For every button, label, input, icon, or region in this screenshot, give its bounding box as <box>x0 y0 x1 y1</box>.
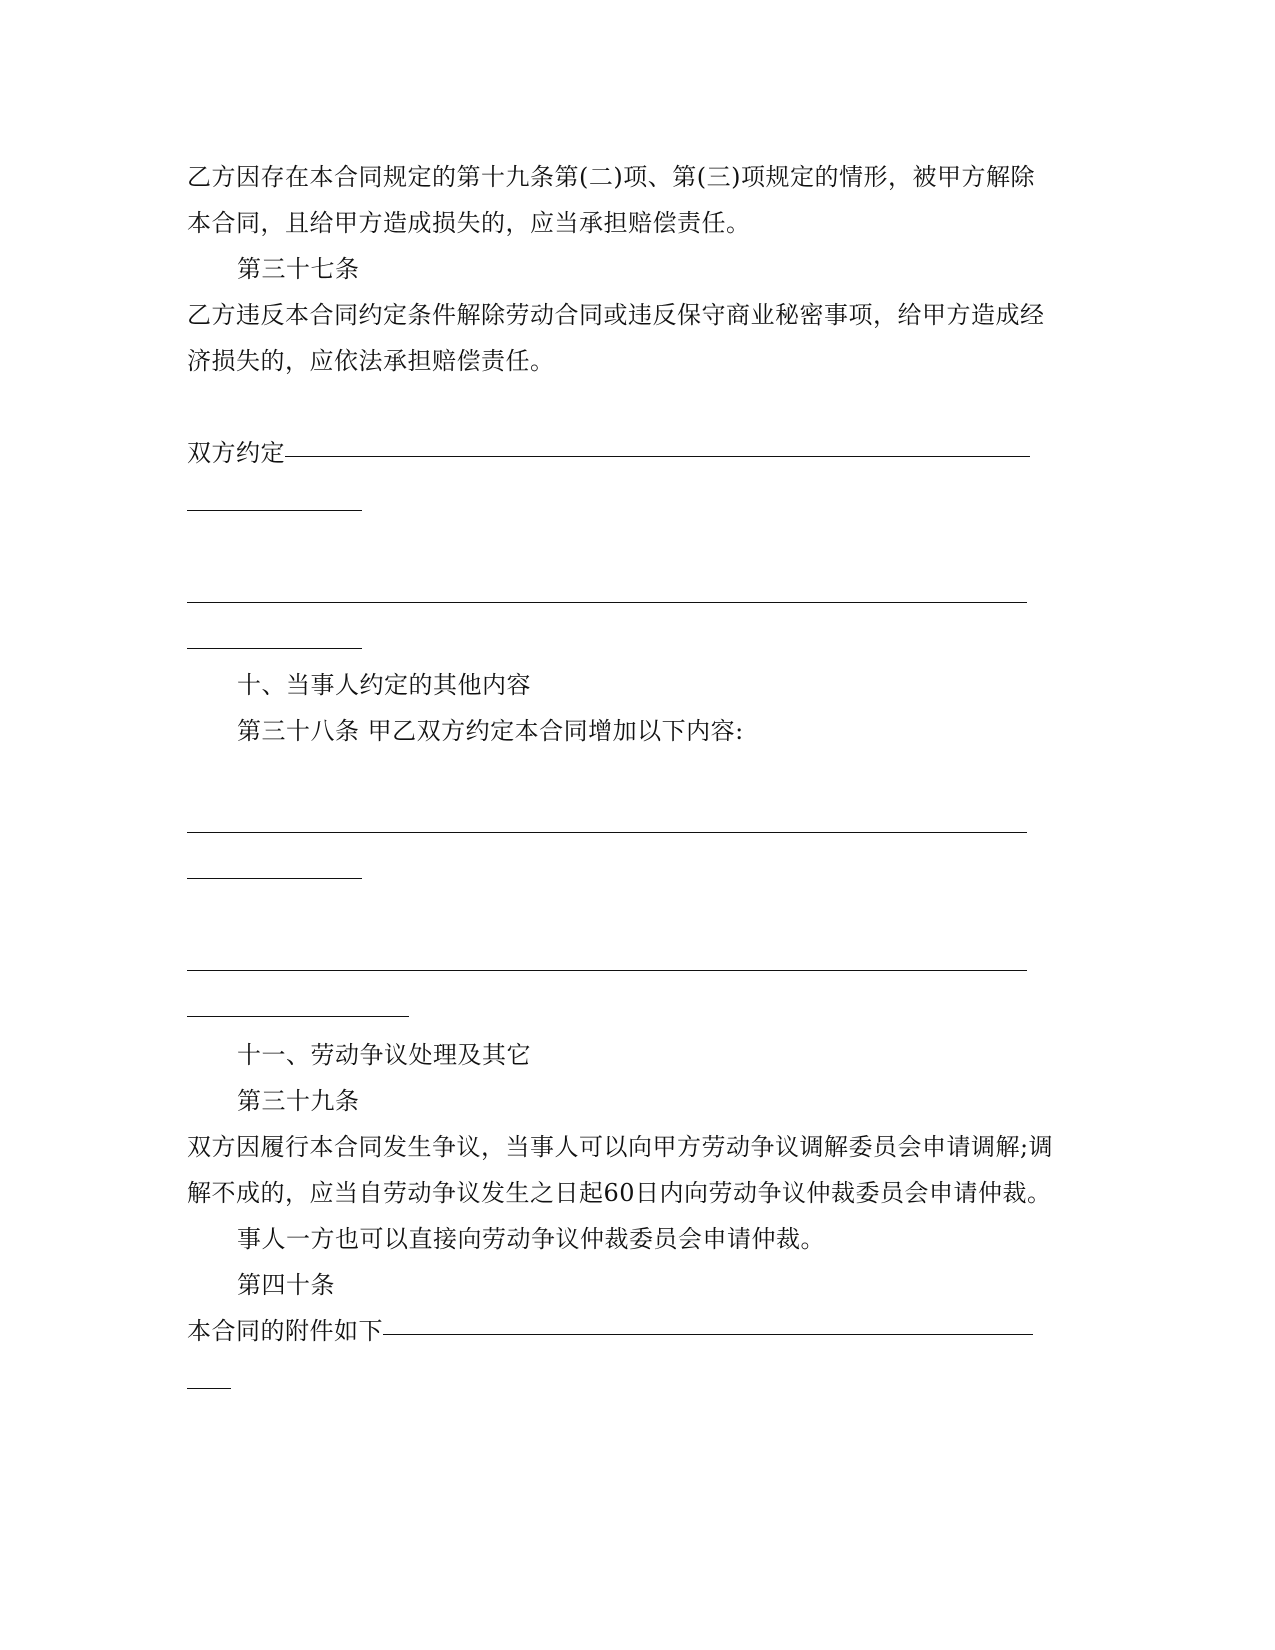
fill-blank-line <box>187 970 1027 971</box>
paragraph-line: 乙方违反本合同约定条件解除劳动合同或违反保守商业秘密事项，给甲方造成经 <box>187 301 1045 329</box>
fill-blank-line <box>285 456 1030 457</box>
fill-blank-line <box>383 1334 1033 1335</box>
fill-blank-line <box>187 832 1027 833</box>
paragraph-line: 解不成的，应当自劳动争议发生之日起60日内向劳动争议仲裁委员会申请仲裁。 <box>187 1179 1052 1207</box>
article-heading-39: 第三十九条 <box>237 1087 360 1115</box>
paragraph-line: 本合同，且给甲方造成损失的，应当承担赔偿责任。 <box>187 209 751 237</box>
paragraph-line: 乙方因存在本合同规定的第十九条第(二)项、第(三)项规定的情形，被甲方解除 <box>187 163 1035 191</box>
fill-blank-line <box>187 648 362 649</box>
fill-blank-line <box>187 602 1027 603</box>
attachment-label: 本合同的附件如下 <box>187 1317 383 1345</box>
paragraph-line: 双方因履行本合同发生争议，当事人可以向甲方劳动争议调解委员会申请调解;调 <box>187 1133 1054 1161</box>
fill-blank-line <box>187 1016 409 1017</box>
mutual-agreement-field <box>187 438 1030 468</box>
fill-blank-line <box>187 1388 231 1389</box>
mutual-agreement-label: 双方约定 <box>187 439 285 467</box>
section-heading-10: 十、当事人约定的其他内容 <box>237 671 531 699</box>
attachment-field <box>187 1316 1033 1346</box>
paragraph-line: 济损失的，应依法承担赔偿责任。 <box>187 347 555 375</box>
article-heading-38: 第三十八条 甲乙双方约定本合同增加以下内容: <box>237 717 744 745</box>
article-heading-40: 第四十条 <box>237 1271 335 1299</box>
fill-blank-line <box>187 878 362 879</box>
section-heading-11: 十一、劳动争议处理及其它 <box>237 1041 531 1069</box>
article-heading-37: 第三十七条 <box>237 255 360 283</box>
paragraph-line: 事人一方也可以直接向劳动争议仲裁委员会申请仲裁。 <box>237 1225 825 1253</box>
fill-blank-line <box>187 510 362 511</box>
